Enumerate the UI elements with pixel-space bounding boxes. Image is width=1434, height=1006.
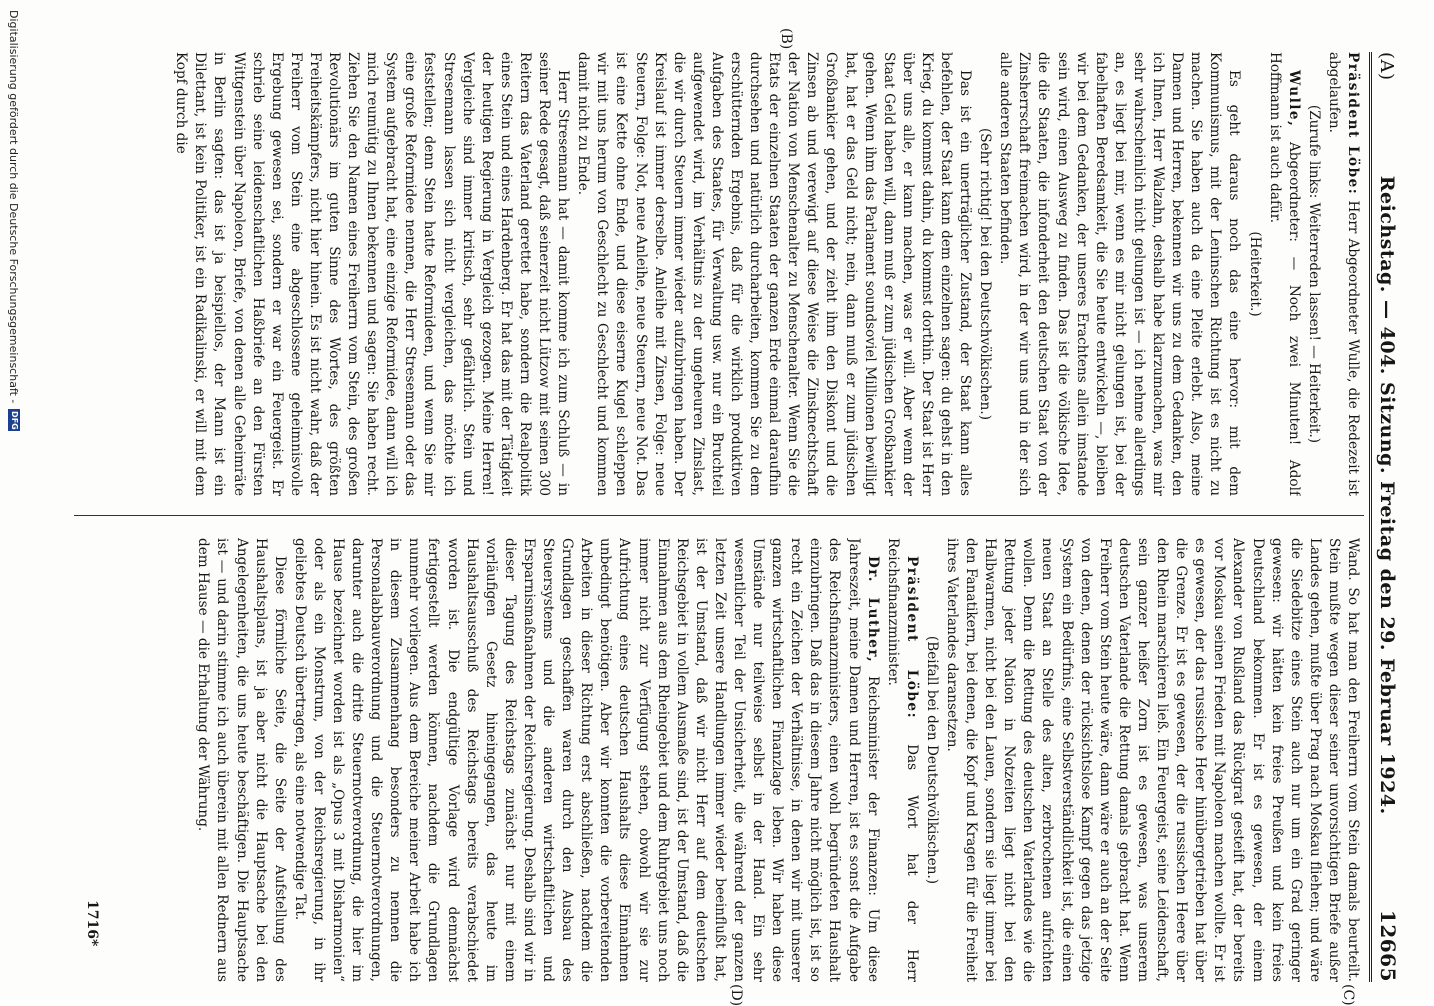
speaker-name: Präsident Löbe: xyxy=(1345,52,1361,196)
page-number: 12665 xyxy=(1376,909,1400,982)
speaker-name: Präsident Löbe: xyxy=(903,556,920,720)
column-marker-a: (A) xyxy=(1376,52,1397,81)
interjection: (Beifall bei den Deutschvölkischen.) xyxy=(923,635,940,885)
dfg-logo: DFG xyxy=(10,411,19,430)
credit-text: Digitalisierung gefördert durch die Deutsche Forschungsgemeinschaft - xyxy=(7,10,21,404)
interjection: (Sehr richtig! bei den Deutschvölkischen.) xyxy=(977,127,994,421)
paragraph-text: Das Wort hat der Herr Reichsfinanzminister. xyxy=(884,538,920,982)
paragraph-text: Reichsminister der Finanzen: Um diese Jahreszeit, meine Damen und Herren, ist es sonst die Aufgabe des Reichsfinanzministers, einen wohl begründeten Haushalt einzubringen. Daß das in diesem Jahre nicht möglich ist, ist so recht ein Zeichen der Verhältnisse, in denen wir mit unserer ganzen wirtschaftlichen Finanzlage leben. Wir haben diese Umstände nur teilweise selbst in der Hand. Ein sehr wesentlicher Teil der Unsicherheit, die während der ganzen letzten Zeit unsere Handlungen immer wieder beeinflußt hat, ist der Umstand, daß wir nicht Herr auf dem deutschen Reichsgebiet in vollem Ausmaße sind, ist der Umstand, daß die Einnahmen aus dem Rheingebiet und dem Ruhrgebiet uns noch immer nicht zur Verfügung stehen, obwohl wir sie zur Aufrichtung eines deutschen Haushalts diese Einnahmen unbedingt benötigen. Aber wir konnten die vorbereitenden Arbeiten in dieser Richtung erst abschließen, nachdem die Grundlagen geschaffen waren durch den Ausbau des Steuersystems und die anderen wirtschaftlichen und Ersparnismaßnahmen der Reichsregierung. Deshalb sind wir in dieser Tagung des Reichstags zunächst nur mit einem vorläufigen Gesetz hineingegangen, das heute im Haushaltsausschuß des Reichstags bereits verabschiedet worden ist. Die endgültige Vorlage wird demnächst fertiggestellt werden können, nachdem die Grundlagen nunmehr vorliegen. Aus dem Bereiche meiner Arbeit habe ich in diesem Zusammenhang besonders zu nennen die Personalabbauverordnung und die Steuernotverordnungen, darunter auch die dritte Steuernotverordnung, die hier im Hause bezeichnet worden ist als „Opus 3 mit Disharmonien“ oder als ein Monstrum, von der Reichsregierung, in ihr geliebtes Deutsch übertragen, als eine notwendige Tat. xyxy=(291,538,881,982)
page-header xyxy=(1376,52,1416,982)
digitization-credit xyxy=(6,10,22,990)
paragraph xyxy=(883,538,921,982)
column-marker-b: (B) xyxy=(778,28,794,50)
right-column xyxy=(72,538,1362,982)
paragraph: Das ist ein unerträglicher Zustand, der Staat kann alles befehlen, der Staat kann dem einzelnen sagen: du gehst in den Krieg, du kommst dahin, du kommst dorthin. Der Staat ist Herr über uns alle, er kann machen, was er will. Aber wenn der Staat Geld haben will, dann muß er zum jüdischen Großbankier gehen. Wenn ihm das Parlament soundsoviel Millionen bewilligt hat, hat er das Geld nicht; nein, dann muß er zum jüdischen Großbankier gehen, und der zieht ihm den Diskont und die Zinsen ab und verewigt auf diese Weise die Zinsknechtschaft der Nation von Menschenalter zu Menschenalter. Wenn Sie die Etats der einzelnen Staaten der ganzen Erde einmal daraufhin durchsehen und natürlich durcharbeiten, kommen Sie zu dem erschütternden Ergebnis, daß für die wirklich produktiven Aufgaben des Staates, für Verwaltung usw. nur ein Bruchteil aufgewendet wird, im Verhältnis zu der ungeheuren Zinslast, die wir durch Steuern immer wieder aufzubringen haben. Der Kreislauf ist immer derselbe. Anleihe mit Zinsen, Folge: neue Steuern, Folge: Not, neue Anleihe, neue Steuern, neue Not. Das ist eine Kette ohne Ende, und diese eiserne Kugel schleppen wir mit uns herum von Geschlecht zu Geschlecht und kommen damit nicht zu Ende. xyxy=(575,52,974,496)
column-divider xyxy=(74,515,1364,516)
left-column xyxy=(72,52,1362,496)
header-rule xyxy=(1369,52,1372,982)
interjection: (Zurufe links: Weiterreden lassen! — Heiterkeit.) xyxy=(1305,104,1322,444)
sheet-mark: 1716* xyxy=(84,900,100,947)
paragraph-text: Herr Abgeordneter Wulle, die Redezeit ist abgelaufen. xyxy=(1325,52,1361,496)
paragraph xyxy=(290,538,882,982)
paragraph xyxy=(1324,52,1362,496)
paragraph xyxy=(1265,52,1303,496)
column-marker-c: (C) xyxy=(1340,984,1356,1006)
column-marker-d: (D) xyxy=(728,984,744,1006)
paragraph: Wand. So hat man den Freiherrn vom Stein damals beurteilt. Stein mußte wegen dieser seiner unvorsichtigen Briefe außer Landes gehen, mußte über Prag nach Moskau fliehen; und wäre die Siedebitze eines Stein auch nur um ein Grad geringer gewesen: wir hätten kein freies Preußen und kein freies Deutschland bekommen. Er ist es gewesen, der einem Alexander von Rußland das Rückgrat gesteift hat, der bereits vor Moskau seinen Frieden mit Napoleon machen wollte. Er ist es gewesen, der das russische Heer hinübergetrieben hat über die Grenze. Er ist es gewesen, der die russischen Heere über den Rhein marschieren ließ. Ein Feuergeist, seine Leidenschaft, sein ganzer heißer Zorn ist es gewesen, was unserem deutschen Vaterlande die Rettung damals gebracht hat. Wenn Freiherr vom Stein heute wäre, dann wäre er auch an der Seite von denen, denen der rücksichtslose Kampf gegen das jetzige System ein Bedürfnis, eine Selbstverständlichkeit ist, die einen neuen Staat an Stelle des alten, zerbrochenen aufrichten wollen. Denn die Rettung des deutschen Vaterlandes wie die Rettung jeder Nation in Notzeiten liegt nicht bei den Halbwarmen, nicht bei den Lauen, sondern sie liegt immer bei den Fanatikern, bei denen, die Kopf und Kragen für die Freiheit ihres Vaterlandes daransetzen. xyxy=(944,538,1361,982)
page-header-title: Reichstag. — 404. Sitzung. Freitag den 29. Februar 1924. xyxy=(1376,175,1398,815)
paragraph: Diese förmliche Seite, die Seite der Aufstellung des Haushaltsplans, ist ja aber nicht die Hauptsache bei den Angelegenheiten, die uns heute beschäftigen. Die Hauptsache ist — und darin stimme ich auch überein mit allen Rednern aus dem Hause — die Erhaltung der Währung. xyxy=(195,538,288,982)
paragraph-text: Abgeordneter: — Noch zwei Minuten! Adolf Hoffmann ist auch dafür. xyxy=(1266,52,1302,496)
speaker-name: Dr. Luther, xyxy=(864,556,881,664)
paragraph: Herr Stresemann hat — damit komme ich zum Schluß — in seiner Rede gesagt, daß seinerzeit nicht Lützow mit seinen 300 Reitern das Vaterland gerettet habe, sondern die Realpolitik eines Stein und eines Hardenberg. Er hat das mit der Tätigkeit der heutigen Regierung in Vergleich gezogen. Meine Herren! Vergleiche sind immer kritisch, sehr gefährlich. Stein und Stresemann lassen sich nicht vergleichen, das möchte ich feststellen; denn Stein hatte Reformideen, und wenn Sie mir eine große Reformidee nennen, die Herr Stresemann oder das System aufgebracht hat, eine einzige Reformidee, dann will ich mich reumütig zu Ihnen bekennen und sagen: Sie haben recht. Ziehen Sie den Namen eines Freiherrn vom Stein, des großen Revolutionärs im guten Sinne des Wortes, des größten Freiheitskämpfers, nicht hier hinein. Es ist nicht wahr, daß der Freiherr vom Stein eine abgeschlossene geheimnisvolle Ergebung gewesen sei, sondern er war ein Feuergeist. Er schrieb seine leidenschaftlichen Haßbriefe an den Fürsten Wittgenstein über Napoleon, Briefe, von denen alle Geheimräte in Berlin sagten: das ist ja beispiellos, der Mann ist ein Dilettant, ist kein Politiker, ist ein Radikalinski, er will mit dem Kopf durch die xyxy=(173,52,572,496)
speaker-name: Wulle, xyxy=(1285,70,1302,128)
paragraph: Es geht daraus noch das eine hervor: mit dem Kommunismus, mit der Leninschen Richtung ist es nicht zu machen. Sie haben auch da eine Pleite erlebt. Also, meine Damen und Herren, bekennen wir uns zu dem Gedanken, den ich Ihnen, Herr Walzahn, deshalb habe klarzumachen, was mir sehr wahrscheinlich nicht gelungen ist — ich nehme allerdings an, es liegt bei mir, wenn es mir nicht gelungen ist, bei der fabelhaften Beredsamkeit, die Sie heute entwickeln —, bleiben wir bei dem Gedanken, der unseres Erachtens allein imstande sein wird, einen Ausweg zu finden. Das ist die völkische Idee, die die Staaten, die infonderheit den deutschen Staat von der Zinsherrschaft freimachen wird, in der wir uns und in der sich alle anderen Staaten befinden. xyxy=(997,52,1243,496)
interjection: (Heiterkeit.) xyxy=(1246,231,1263,317)
